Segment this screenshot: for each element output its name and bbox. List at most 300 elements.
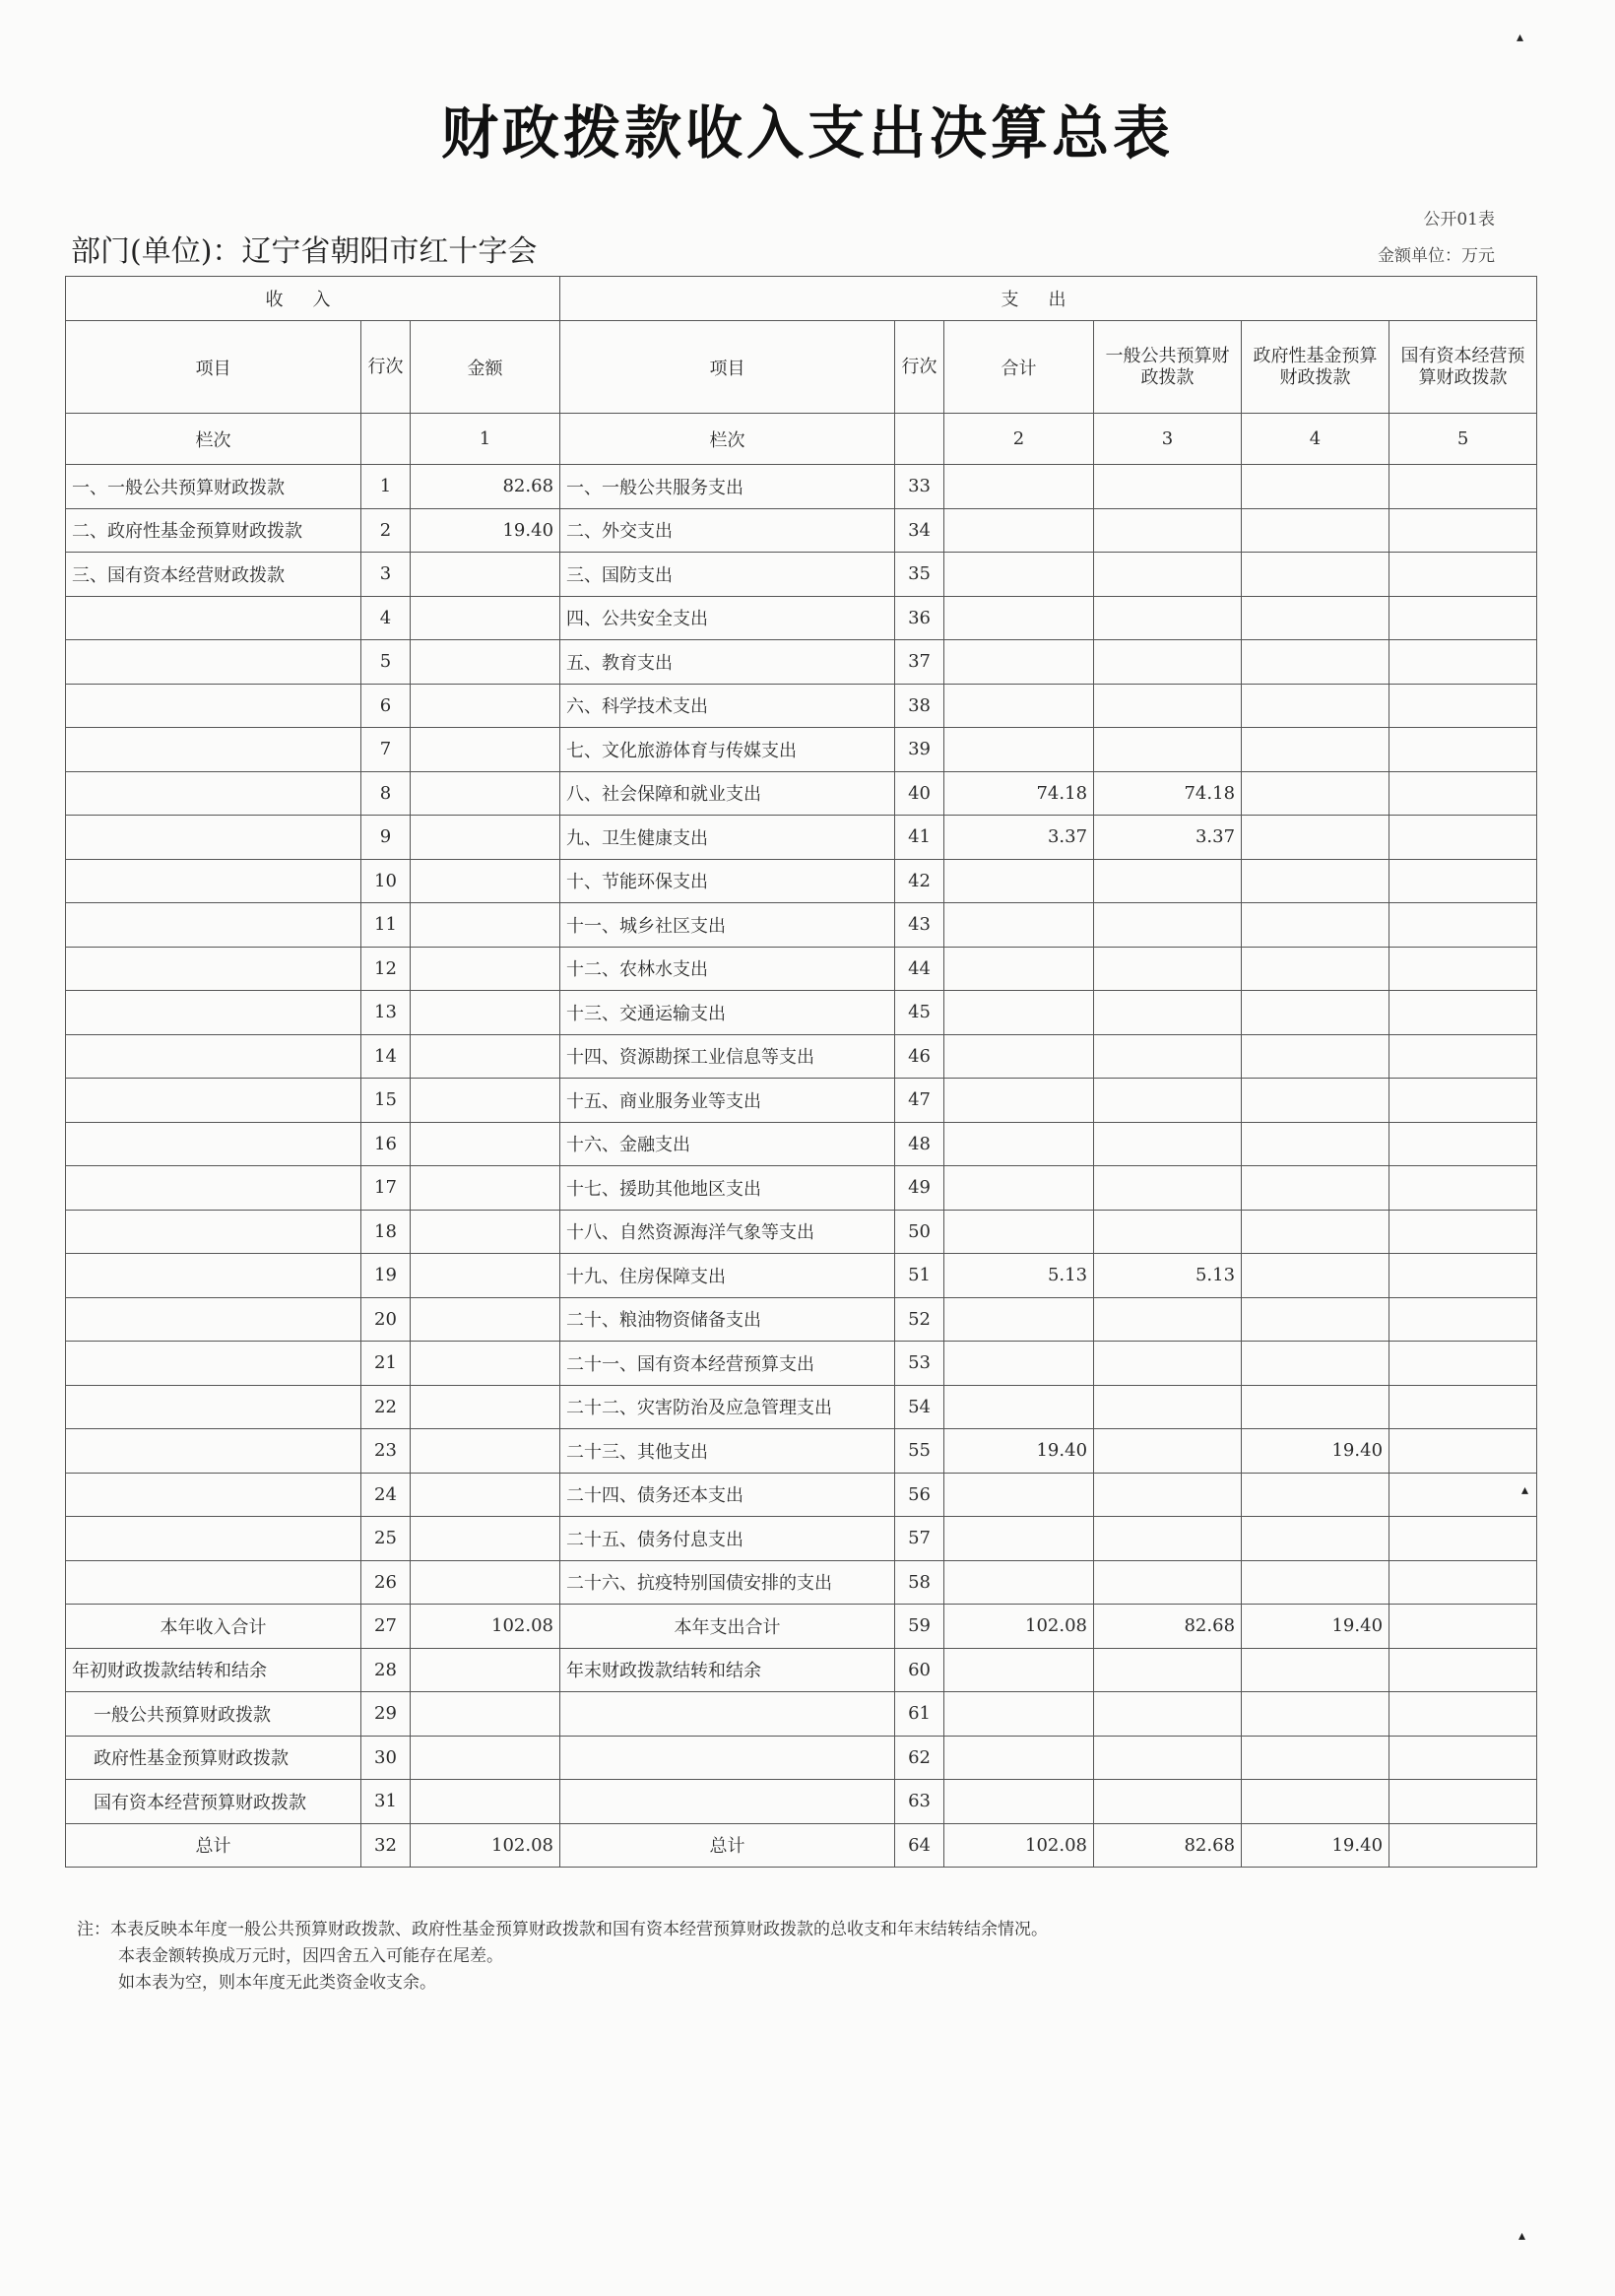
expense-item-cell [560,1692,895,1737]
expense-line-cell: 56 [895,1473,944,1517]
gov-fund-cell [1242,1692,1389,1737]
state-capital-cell [1389,903,1537,948]
general-budget-cell [1094,859,1242,903]
total-cell: 3.37 [944,816,1094,860]
income-line-cell: 22 [361,1385,411,1429]
seq-col3: 3 [1094,414,1242,465]
state-capital-cell [1389,1122,1537,1166]
state-capital-cell [1389,1517,1537,1561]
expense-line-cell: 50 [895,1210,944,1254]
income-amount-cell [411,728,560,772]
total-cell [944,947,1094,991]
expense-line-cell: 63 [895,1780,944,1824]
income-item-cell [66,684,361,728]
table-row [66,1560,1537,1605]
expense-item-cell: 二十、粮油物资储备支出 [560,1297,895,1342]
expense-line-cell: 36 [895,596,944,640]
income-amount-cell [411,1166,560,1211]
gov-fund-cell [1242,1517,1389,1561]
table-row [66,1122,1537,1166]
income-item-cell: 总计 [66,1823,361,1868]
general-budget-cell [1094,1079,1242,1123]
income-item-cell [66,1297,361,1342]
table-row [66,1297,1537,1342]
general-budget-cell [1094,596,1242,640]
gov-fund-cell [1242,816,1389,860]
expense-item-cell: 四、公共安全支出 [560,596,895,640]
total-cell [944,903,1094,948]
income-amount-cell [411,1736,560,1780]
general-budget-cell [1094,1297,1242,1342]
expense-item-cell: 二十四、债务还本支出 [560,1473,895,1517]
total-cell: 102.08 [944,1823,1094,1868]
income-amount-cell [411,1429,560,1474]
income-line-cell: 10 [361,859,411,903]
income-line-cell: 9 [361,816,411,860]
general-budget-cell: 82.68 [1094,1605,1242,1649]
income-item-cell: 一、一般公共预算财政拨款 [66,465,361,509]
form-number: 公开01表 [1423,210,1495,230]
seq-col5: 5 [1389,414,1537,465]
gov-fund-cell [1242,684,1389,728]
income-amount-cell [411,1122,560,1166]
gov-fund-cell [1242,1034,1389,1079]
total-cell: 5.13 [944,1254,1094,1298]
income-amount-cell [411,1780,560,1824]
income-item-cell [66,1210,361,1254]
expense-line-cell: 60 [895,1648,944,1692]
gov-fund-cell [1242,1473,1389,1517]
general-budget-cell [1094,684,1242,728]
income-line-cell: 32 [361,1823,411,1868]
gov-fund-cell [1242,1385,1389,1429]
income-amount-cell [411,1648,560,1692]
expense-item-cell: 九、卫生健康支出 [560,816,895,860]
table-row [66,1166,1537,1211]
general-budget-cell [1094,1560,1242,1605]
expense-item-cell: 二十三、其他支出 [560,1429,895,1474]
general-budget-cell [1094,1780,1242,1824]
table-row [66,1342,1537,1386]
gov-fund-cell [1242,1648,1389,1692]
amount-unit: 金额单位：万元 [1378,246,1495,266]
income-line-cell: 18 [361,1210,411,1254]
total-cell: 74.18 [944,771,1094,816]
table-row [66,684,1537,728]
expense-item-cell: 十四、资源勘探工业信息等支出 [560,1034,895,1079]
income-item-cell [66,1254,361,1298]
general-budget-cell [1094,1210,1242,1254]
expense-line-cell: 46 [895,1034,944,1079]
income-item-cell [66,947,361,991]
income-amount-cell [411,596,560,640]
total-cell [944,1736,1094,1780]
table-row [66,596,1537,640]
total-cell [944,1385,1094,1429]
income-line-cell: 16 [361,1122,411,1166]
expense-line-cell: 59 [895,1605,944,1649]
state-capital-cell [1389,816,1537,860]
gov-fund-cell: 19.40 [1242,1429,1389,1474]
income-amount-cell [411,816,560,860]
gov-fund-cell [1242,640,1389,685]
general-budget-cell: 3.37 [1094,816,1242,860]
income-line-cell: 17 [361,1166,411,1211]
expense-line-cell: 49 [895,1166,944,1211]
expense-item-cell: 八、社会保障和就业支出 [560,771,895,816]
expense-item-cell: 十、节能环保支出 [560,859,895,903]
total-cell: 102.08 [944,1605,1094,1649]
general-budget-cell [1094,640,1242,685]
header-general: 一般公共预算财政拨款 [1094,321,1242,414]
income-amount-cell [411,1473,560,1517]
expense-item-cell: 三、国防支出 [560,553,895,597]
income-amount-cell [411,1034,560,1079]
income-amount-cell [411,1385,560,1429]
income-amount-cell [411,1297,560,1342]
table-row [66,859,1537,903]
expense-line-cell: 62 [895,1736,944,1780]
gov-fund-cell [1242,1780,1389,1824]
income-amount-cell: 82.68 [411,465,560,509]
notes [77,1917,1048,1997]
expense-line-cell: 44 [895,947,944,991]
state-capital-cell [1389,771,1537,816]
state-capital-cell [1389,1254,1537,1298]
income-item-cell [66,903,361,948]
header-row [66,321,1537,414]
expense-item-cell: 二十六、抗疫特别国债安排的支出 [560,1560,895,1605]
expense-line-cell: 33 [895,465,944,509]
total-cell [944,1122,1094,1166]
expense-item-cell: 二十二、灾害防治及应急管理支出 [560,1385,895,1429]
seq-label: 栏次 [66,414,361,465]
gov-fund-cell [1242,508,1389,553]
income-amount-cell [411,1342,560,1386]
state-capital-cell [1389,1605,1537,1649]
expense-item-cell: 一、一般公共服务支出 [560,465,895,509]
income-line-cell: 26 [361,1560,411,1605]
table-row [66,947,1537,991]
income-item-cell [66,1385,361,1429]
header-exp-item: 项目 [560,321,895,414]
income-line-cell: 1 [361,465,411,509]
table-row [66,640,1537,685]
income-line-cell: 7 [361,728,411,772]
general-budget-cell [1094,991,1242,1035]
expense-line-cell: 52 [895,1297,944,1342]
state-capital-cell [1389,1342,1537,1386]
department-label: 部门(单位)：辽宁省朝阳市红十字会 [71,234,538,269]
income-line-cell: 12 [361,947,411,991]
income-item-cell: 一般公共预算财政拨款 [66,1692,361,1737]
income-amount-cell [411,1079,560,1123]
state-capital-cell [1389,1780,1537,1824]
income-line-cell: 20 [361,1297,411,1342]
total-cell [944,1780,1094,1824]
income-line-cell: 30 [361,1736,411,1780]
income-item-cell [66,640,361,685]
income-amount-cell [411,684,560,728]
expense-item-cell [560,1780,895,1824]
general-budget-cell [1094,1385,1242,1429]
state-capital-cell [1389,1429,1537,1474]
general-budget-cell [1094,1429,1242,1474]
total-cell [944,640,1094,685]
expense-item-cell: 十二、农林水支出 [560,947,895,991]
gov-fund-cell: 19.40 [1242,1605,1389,1649]
table-row [66,1736,1537,1780]
general-budget-cell: 74.18 [1094,771,1242,816]
total-cell [944,859,1094,903]
income-line-cell: 27 [361,1605,411,1649]
general-budget-cell [1094,1342,1242,1386]
income-item-cell [66,859,361,903]
total-cell [944,465,1094,509]
income-line-cell: 4 [361,596,411,640]
expense-item-cell: 二十五、债务付息支出 [560,1517,895,1561]
state-capital-cell [1389,1736,1537,1780]
header-line: 行次 [361,321,411,414]
expense-item-cell: 总计 [560,1823,895,1868]
table-row [66,465,1537,509]
total-cell [944,991,1094,1035]
expense-line-cell: 48 [895,1122,944,1166]
total-cell [944,1297,1094,1342]
seq-blank-2 [895,414,944,465]
gov-fund-cell [1242,1297,1389,1342]
income-line-cell: 24 [361,1473,411,1517]
expense-line-cell: 51 [895,1254,944,1298]
income-amount-cell [411,991,560,1035]
expense-line-cell: 42 [895,859,944,903]
general-budget-cell [1094,1736,1242,1780]
general-budget-cell [1094,1122,1242,1166]
income-item-cell [66,991,361,1035]
income-amount-cell [411,1210,560,1254]
income-item-cell [66,1473,361,1517]
state-capital-cell [1389,1166,1537,1211]
general-budget-cell: 82.68 [1094,1823,1242,1868]
note-3: 如本表为空，则本年度无此类资金收支余。 [118,1973,436,1993]
total-cell [944,596,1094,640]
scan-speck: ▴ [1521,1482,1529,1498]
total-cell: 19.40 [944,1429,1094,1474]
general-budget-cell [1094,1473,1242,1517]
expense-item-cell: 十八、自然资源海洋气象等支出 [560,1210,895,1254]
income-item-cell [66,1517,361,1561]
income-item-cell [66,771,361,816]
total-cell [944,1560,1094,1605]
table-row [66,1385,1537,1429]
gov-fund-cell [1242,1079,1389,1123]
total-cell [944,1166,1094,1211]
income-line-cell: 8 [361,771,411,816]
expense-item-cell: 年末财政拨款结转和结余 [560,1648,895,1692]
table-row [66,553,1537,597]
table-row [66,1517,1537,1561]
state-capital-cell [1389,1079,1537,1123]
income-amount-cell [411,771,560,816]
income-line-cell: 31 [361,1780,411,1824]
income-item-cell: 二、政府性基金预算财政拨款 [66,508,361,553]
expense-line-cell: 43 [895,903,944,948]
income-amount-cell [411,903,560,948]
gov-fund-cell [1242,728,1389,772]
expense-line-cell: 38 [895,684,944,728]
income-item-cell [66,1342,361,1386]
scan-speck: ▴ [1517,30,1524,45]
expense-line-cell: 58 [895,1560,944,1605]
expense-item-cell: 二、外交支出 [560,508,895,553]
table-row [66,816,1537,860]
expense-item-cell: 十五、商业服务业等支出 [560,1079,895,1123]
income-item-cell: 国有资本经营预算财政拨款 [66,1780,361,1824]
income-item-cell [66,1166,361,1211]
expense-item-cell: 六、科学技术支出 [560,684,895,728]
state-capital-cell [1389,1297,1537,1342]
seq-exp-label: 栏次 [560,414,895,465]
expense-item-cell: 十六、金融支出 [560,1122,895,1166]
header-fund: 政府性基金预算财政拨款 [1242,321,1389,414]
general-budget-cell [1094,553,1242,597]
gov-fund-cell [1242,1342,1389,1386]
expense-line-cell: 61 [895,1692,944,1737]
expense-line-cell: 47 [895,1079,944,1123]
income-line-cell: 5 [361,640,411,685]
gov-fund-cell [1242,771,1389,816]
state-capital-cell [1389,1210,1537,1254]
gov-fund-cell [1242,465,1389,509]
expense-line-cell: 53 [895,1342,944,1386]
header-state: 国有资本经营预算财政拨款 [1389,321,1537,414]
gov-fund-cell [1242,553,1389,597]
income-item-cell [66,1560,361,1605]
band-row [66,277,1537,321]
table-row [66,1780,1537,1824]
gov-fund-cell [1242,903,1389,948]
gov-fund-cell: 19.40 [1242,1823,1389,1868]
note-2: 本表金额转换成万元时，因四舍五入可能存在尾差。 [118,1946,503,1966]
income-item-cell [66,1122,361,1166]
income-line-cell: 11 [361,903,411,948]
table-row [66,903,1537,948]
expense-item-cell [560,1736,895,1780]
general-budget-cell [1094,1166,1242,1211]
income-amount-cell [411,553,560,597]
header-total: 合计 [944,321,1094,414]
expense-item-cell: 二十一、国有资本经营预算支出 [560,1342,895,1386]
general-budget-cell [1094,1517,1242,1561]
header-exp-line: 行次 [895,321,944,414]
income-line-cell: 2 [361,508,411,553]
table-row [66,1034,1537,1079]
gov-fund-cell [1242,947,1389,991]
income-item-cell: 本年收入合计 [66,1605,361,1649]
general-budget-cell [1094,1692,1242,1737]
state-capital-cell [1389,640,1537,685]
state-capital-cell [1389,684,1537,728]
income-band: 收入 [66,277,560,321]
income-line-cell: 13 [361,991,411,1035]
expense-line-cell: 35 [895,553,944,597]
income-item-cell [66,1429,361,1474]
state-capital-cell [1389,508,1537,553]
expense-item-cell: 十一、城乡社区支出 [560,903,895,948]
income-amount-cell [411,640,560,685]
table-row [66,1254,1537,1298]
expense-item-cell: 十三、交通运输支出 [560,991,895,1035]
income-amount-cell [411,1560,560,1605]
gov-fund-cell [1242,859,1389,903]
state-capital-cell [1389,553,1537,597]
total-cell [944,1079,1094,1123]
header-amount: 金额 [411,321,560,414]
expense-item-cell: 七、文化旅游体育与传媒支出 [560,728,895,772]
seq-col2: 2 [944,414,1094,465]
general-budget-cell [1094,728,1242,772]
income-amount-cell [411,947,560,991]
income-item-cell [66,596,361,640]
expense-band: 支出 [560,277,1537,321]
income-line-cell: 15 [361,1079,411,1123]
expense-line-cell: 64 [895,1823,944,1868]
gov-fund-cell [1242,1122,1389,1166]
income-amount-cell [411,859,560,903]
income-amount-cell [411,1517,560,1561]
expense-line-cell: 45 [895,991,944,1035]
expense-line-cell: 34 [895,508,944,553]
expense-item-cell: 五、教育支出 [560,640,895,685]
header-item: 项目 [66,321,361,414]
total-cell [944,1473,1094,1517]
income-line-cell: 14 [361,1034,411,1079]
gov-fund-cell [1242,1166,1389,1211]
note-1: 注：本表反映本年度一般公共预算财政拨款、政府性基金预算财政拨款和国有资本经营预算财政拨款的总收支和年末结转结余情况。 [77,1920,1048,1939]
state-capital-cell [1389,1473,1537,1517]
income-line-cell: 28 [361,1648,411,1692]
income-amount-cell: 102.08 [411,1605,560,1649]
expense-item-cell: 十九、住房保障支出 [560,1254,895,1298]
income-line-cell: 3 [361,553,411,597]
general-budget-cell [1094,508,1242,553]
state-capital-cell [1389,1823,1537,1868]
expense-item-cell: 十七、援助其他地区支出 [560,1166,895,1211]
state-capital-cell [1389,1560,1537,1605]
income-item-cell: 政府性基金预算财政拨款 [66,1736,361,1780]
expense-line-cell: 54 [895,1385,944,1429]
table-row [66,1692,1537,1737]
gov-fund-cell [1242,596,1389,640]
column-index-row [66,414,1537,465]
expense-line-cell: 37 [895,640,944,685]
general-budget-cell [1094,903,1242,948]
general-budget-cell: 5.13 [1094,1254,1242,1298]
income-line-cell: 6 [361,684,411,728]
gov-fund-cell [1242,1210,1389,1254]
total-cell [944,1210,1094,1254]
state-capital-cell [1389,465,1537,509]
state-capital-cell [1389,947,1537,991]
seq-col4: 4 [1242,414,1389,465]
income-item-cell [66,816,361,860]
income-amount-cell [411,1692,560,1737]
state-capital-cell [1389,1648,1537,1692]
general-budget-cell [1094,1034,1242,1079]
expense-line-cell: 57 [895,1517,944,1561]
total-cell [944,1648,1094,1692]
table-row [66,1823,1537,1868]
